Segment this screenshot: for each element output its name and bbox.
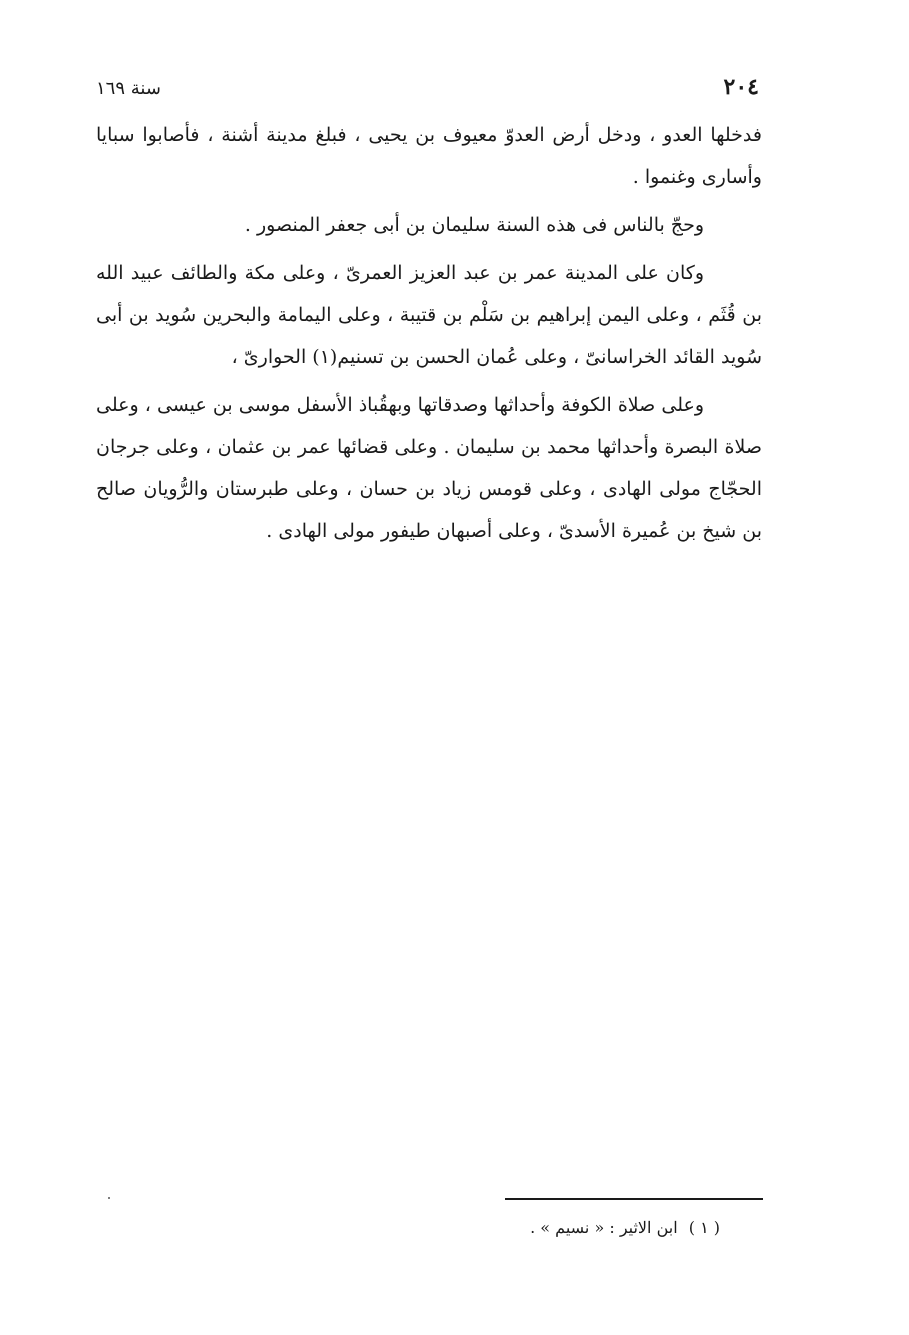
body-text — [96, 114, 762, 558]
page-header — [96, 74, 759, 104]
paragraph: وكان على المدينة عمر بن عبد العزيز العمرىّ ، وعلى مكة والطائف عبيد الله بن قُثَم ، وعلى اليمن إبراهيم بن سَلْم بن قتيبة ، وعلى اليمامة والبحرين سُويد بن أبى سُويد القائد الخراسانىّ ، وعلى عُمان الحسن بن تسنيم(١) الحوارىّ ، — [96, 262, 762, 368]
paragraph: وعلى صلاة الكوفة وأحداثها وصدقاتها وبهقُباذ الأسفل موسى بن عيسى ، وعلى صلاة البصرة وأحداثها محمد بن سليمان . وعلى قضائها عمر بن عثمان ، وعلى جرجان الحجّاج مولى الهادى ، وعلى قومس زياد بن حسان ، وعلى طبرستان والرُّويان صالح بن شيخ بن عُميرة الأسدىّ ، وعلى أصبهان طيفور مولى الهادى . — [96, 394, 762, 542]
page-number: ٢٠٤ — [723, 74, 759, 100]
running-head: سنة ١٦٩ — [96, 78, 161, 99]
footnote-divider — [505, 1198, 763, 1200]
print-speck — [108, 1197, 110, 1199]
footnote-text: ابن الاثير : « نسيم » . — [530, 1218, 678, 1237]
footnote — [480, 1216, 720, 1240]
footnote-marker: ( ١ ) — [688, 1218, 720, 1237]
paragraph: فدخلها العدو ، ودخل أرض العدوّ معيوف بن يحيى ، فبلغ مدينة أشنة ، فأصابوا سبايا وأسارى وغنموا . — [96, 124, 762, 188]
paragraph: وحجّ بالناس فى هذه السنة سليمان بن أبى جعفر المنصور . — [244, 214, 704, 236]
